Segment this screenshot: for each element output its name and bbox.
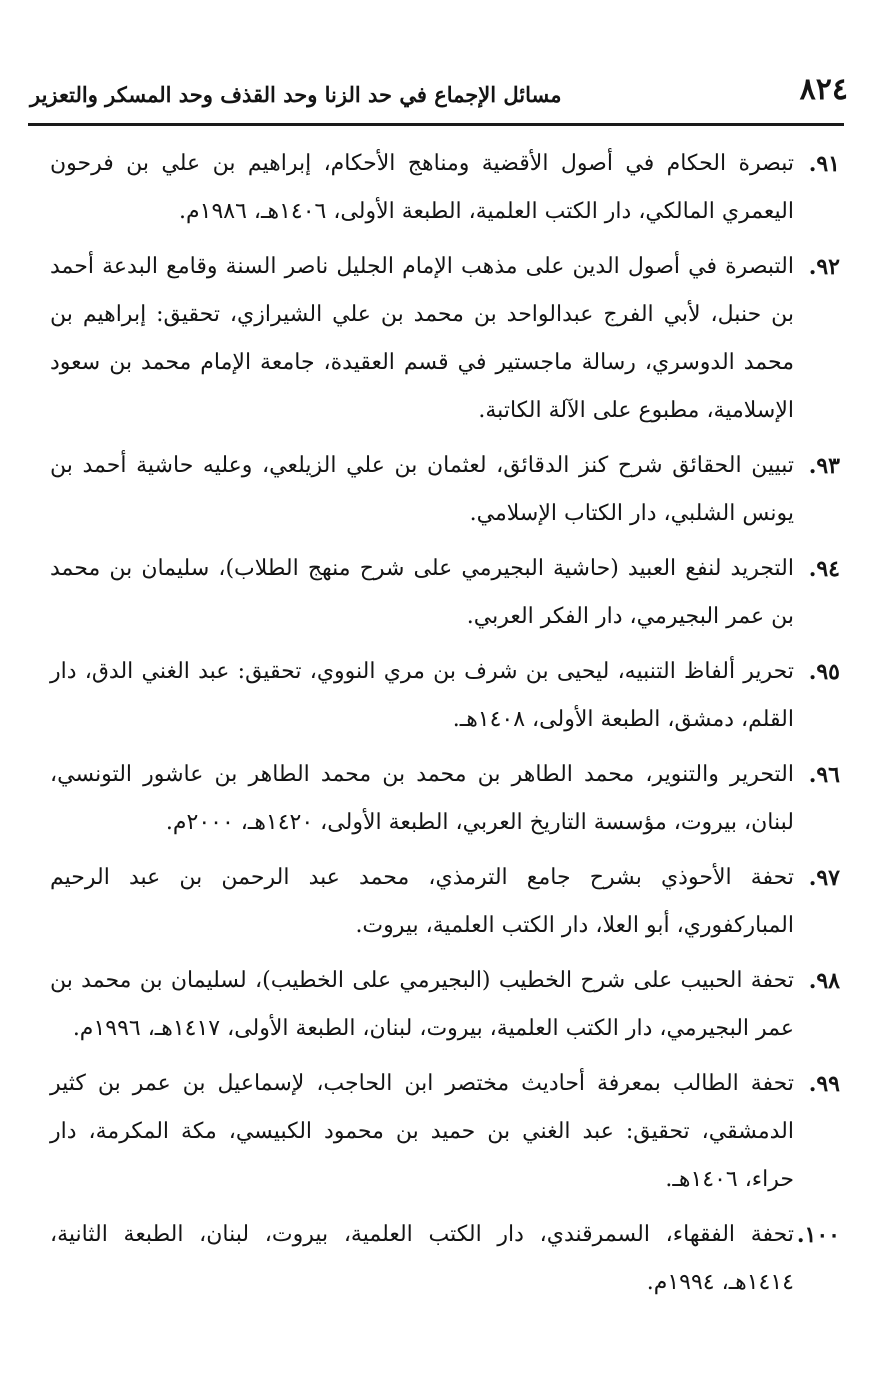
entry-number: ٩٥. [808, 659, 840, 685]
entry-text: تحفة الطالب بمعرفة أحاديث مختصر ابن الحاجب، لإسماعيل بن عمر بن كثير الدمشقي، تحقيق: عبد الغني بن حميد بن محمود الكبيسي، مكة المكرمة، دار حراء، ١٤٠٦هـ. [50, 1071, 794, 1192]
bibliography-entry [50, 957, 840, 1053]
bibliography-entry [50, 243, 840, 435]
entry-text: التجريد لنفع العبيد (حاشية البجيرمي على شرح منهج الطلاب)، سليمان بن محمد بن عمر البجيرمي، دار الفكر العربي. [50, 556, 794, 629]
page-number: ٨٢٤ [799, 72, 848, 107]
entry-number: ٩٦. [808, 762, 840, 788]
entry-number: ٩٤. [808, 556, 840, 582]
entry-number: ٩١. [808, 151, 840, 177]
entry-text: تحفة الفقهاء، السمرقندي، دار الكتب العلمية، بيروت، لبنان، الطبعة الثانية، ١٤١٤هـ، ١٩٩٤م. [50, 1222, 794, 1295]
bibliography-entry [50, 545, 840, 641]
entry-text: تحفة الأحوذي بشرح جامع الترمذي، محمد عبد الرحمن بن عبد الرحيم المباركفوري، أبو العلا، دار الكتب العلمية، بيروت. [50, 865, 794, 938]
entry-number: ٩٩. [808, 1071, 840, 1097]
entry-number: ٩٣. [808, 453, 840, 479]
running-title: مسائل الإجماع في حد الزنا وحد القذف وحد المسكر والتعزير [30, 82, 562, 107]
bibliography-list [50, 140, 840, 1314]
entry-text: تبيين الحقائق شرح كنز الدقائق، لعثمان بن علي الزيلعي، وعليه حاشية أحمد بن يونس الشلبي، دار الكتاب الإسلامي. [50, 453, 794, 526]
entry-text: التحرير والتنوير، محمد الطاهر بن محمد بن محمد الطاهر بن عاشور التونسي، لبنان، بيروت، مؤسسة التاريخ العربي، الطبعة الأولى، ١٤٢٠هـ، ٢٠٠٠م. [50, 762, 794, 835]
bibliography-entry [50, 1211, 840, 1307]
entry-number: ٩٢. [808, 254, 840, 280]
bibliography-entry [50, 140, 840, 236]
bibliography-entry [50, 648, 840, 744]
entry-text: تبصرة الحكام في أصول الأقضية ومناهج الأحكام، إبراهيم بن علي بن فرحون اليعمري المالكي، دار الكتب العلمية، الطبعة الأولى، ١٤٠٦هـ، ١٩٨٦م. [50, 151, 794, 224]
entry-text: التبصرة في أصول الدين على مذهب الإمام الجليل ناصر السنة وقامع البدعة أحمد بن حنبل، لأبي الفرج عبدالواحد بن محمد بن علي الشيرازي، تحقيق: إبراهيم بن محمد الدوسري، رسالة ماجستير في قسم العقيدة، جامعة الإمام محمد بن سعود الإسلامية، مطبوع على الآلة الكاتبة. [50, 254, 794, 423]
bibliography-entry [50, 1060, 840, 1204]
entry-text: تحفة الحبيب على شرح الخطيب (البجيرمي على الخطيب)، لسليمان بن محمد بن عمر البجيرمي، دار الكتب العلمية، بيروت، لبنان، الطبعة الأولى، ١٤١٧هـ، ١٩٩٦م. [50, 968, 794, 1041]
entry-number: ٩٧. [808, 865, 840, 891]
bibliography-entry [50, 442, 840, 538]
header-rule [28, 123, 844, 126]
bibliography-entry [50, 751, 840, 847]
page-header [30, 58, 848, 122]
entry-number: ١٠٠. [796, 1222, 840, 1248]
entry-text: تحرير ألفاظ التنبيه، ليحيى بن شرف بن مري النووي، تحقيق: عبد الغني الدق، دار القلم، دمشق، الطبعة الأولى، ١٤٠٨هـ. [50, 659, 794, 732]
entry-number: ٩٨. [808, 968, 840, 994]
bibliography-entry [50, 854, 840, 950]
